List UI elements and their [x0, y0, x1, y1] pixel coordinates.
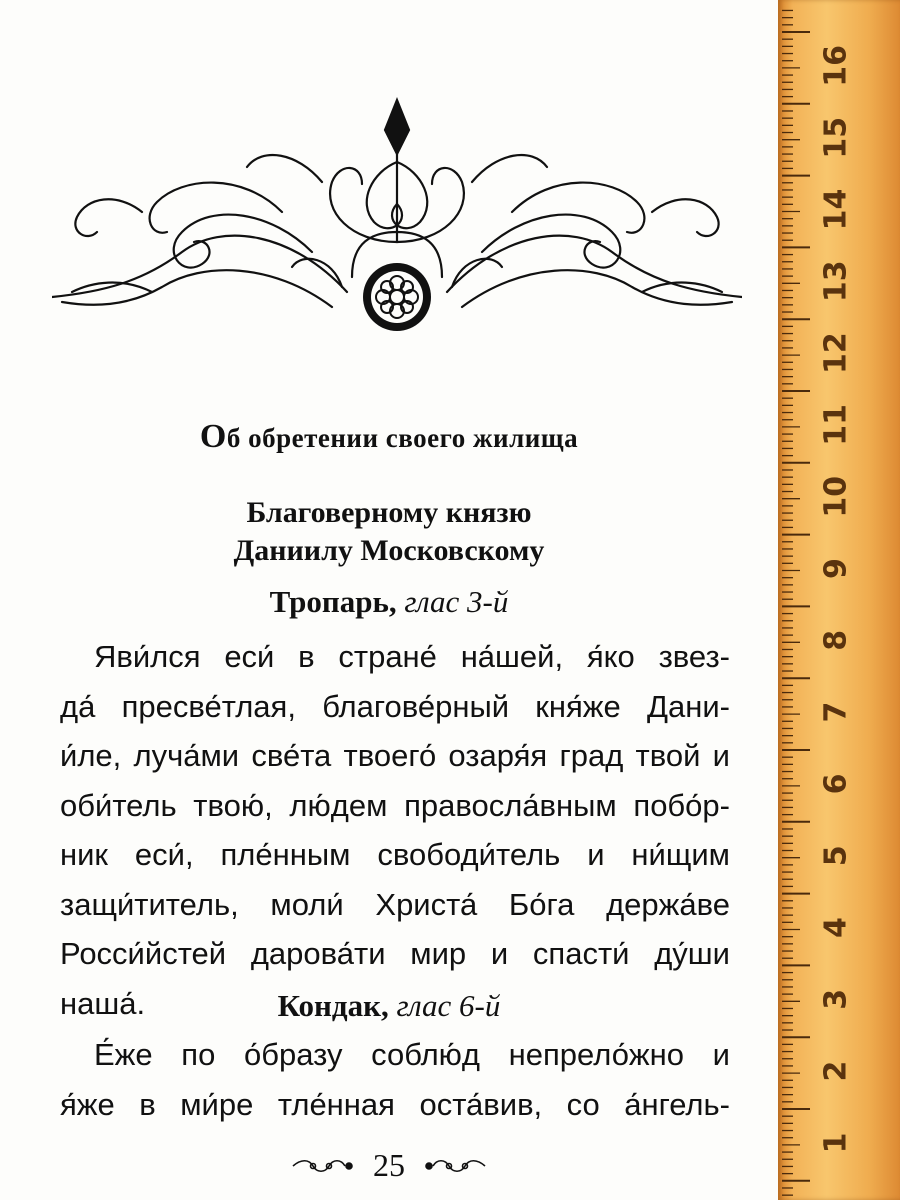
- troparion-line: Росси́йстей дарова́ти мир и спасти́ ду́ши: [60, 936, 730, 971]
- ruler-label: 12: [818, 332, 854, 374]
- ruler-scale: [778, 0, 900, 1200]
- troparion-tone: глас 3-й: [404, 584, 509, 619]
- page-title: [0, 418, 778, 456]
- ruler-label: 13: [818, 260, 854, 303]
- ruler-label: 15: [818, 116, 854, 159]
- ruler-label: 1: [818, 1132, 854, 1154]
- title-first-letter: О: [199, 418, 227, 455]
- kontakion-text: [60, 1030, 730, 1129]
- troparion-line: наша́.: [60, 985, 146, 1021]
- kontakion-line: я́же в ми́ре тле́нная оста́вив, со а́нгель-: [60, 1086, 730, 1122]
- subtitle-line-1: Благоверному князю: [246, 496, 532, 529]
- troparion-line: и́ле, луча́ми све́та твоего́ озаря́я град твой и: [60, 738, 730, 773]
- ruler-label: 2: [818, 1060, 854, 1082]
- ruler-label: 5: [818, 845, 854, 867]
- ruler-label: 4: [818, 917, 854, 938]
- troparion-line: Яви́лся еси́ в стране́ на́шей, я́ко звез-: [94, 639, 730, 674]
- troparion-label: Тропарь,: [269, 584, 397, 619]
- ruler-label: 10: [818, 475, 854, 518]
- kontakion-label: Кондак,: [277, 988, 389, 1023]
- troparion-line: да́ пресве́тлая, благове́рный кня́же Дани-: [60, 688, 730, 724]
- ruler-label: 11: [818, 404, 854, 446]
- footer-ornament-right-icon: [425, 1157, 487, 1175]
- kontakion-tone: глас 6-й: [396, 988, 501, 1023]
- subtitle-line-2: Даниилу Московскому: [233, 534, 545, 567]
- ruler-label: 8: [818, 629, 854, 651]
- kontakion-heading: [0, 988, 778, 1024]
- kontakion-line: Е́же по о́бразу соблю́д непрело́жно и: [94, 1037, 730, 1072]
- floral-ornament-icon: [52, 92, 742, 342]
- ruler-label: 6: [818, 773, 854, 795]
- measuring-ruler: [778, 0, 900, 1200]
- troparion-text: [60, 632, 730, 1028]
- ruler-label: 3: [818, 988, 854, 1010]
- page-number: 25: [373, 1147, 405, 1184]
- troparion-line: ник еси́, пле́нным свободи́тель и ни́щим: [60, 837, 730, 872]
- troparion-line: оби́тель твою́, лю́дем правосла́вным побо́р-: [60, 787, 730, 823]
- troparion-line: защи́титель, моли́ Христа́ Бо́га держа́ве: [60, 886, 730, 922]
- ruler-label: 14: [818, 188, 854, 231]
- ruler-label: 16: [818, 45, 854, 87]
- troparion-heading: [0, 584, 778, 620]
- subtitle: [0, 494, 778, 570]
- ruler-label: 9: [818, 558, 854, 579]
- title-rest: б обретении своего жилища: [226, 423, 579, 453]
- footer-ornament-left-icon: [291, 1157, 353, 1175]
- ruler-label: 7: [818, 701, 854, 723]
- page-footer: [0, 1144, 778, 1184]
